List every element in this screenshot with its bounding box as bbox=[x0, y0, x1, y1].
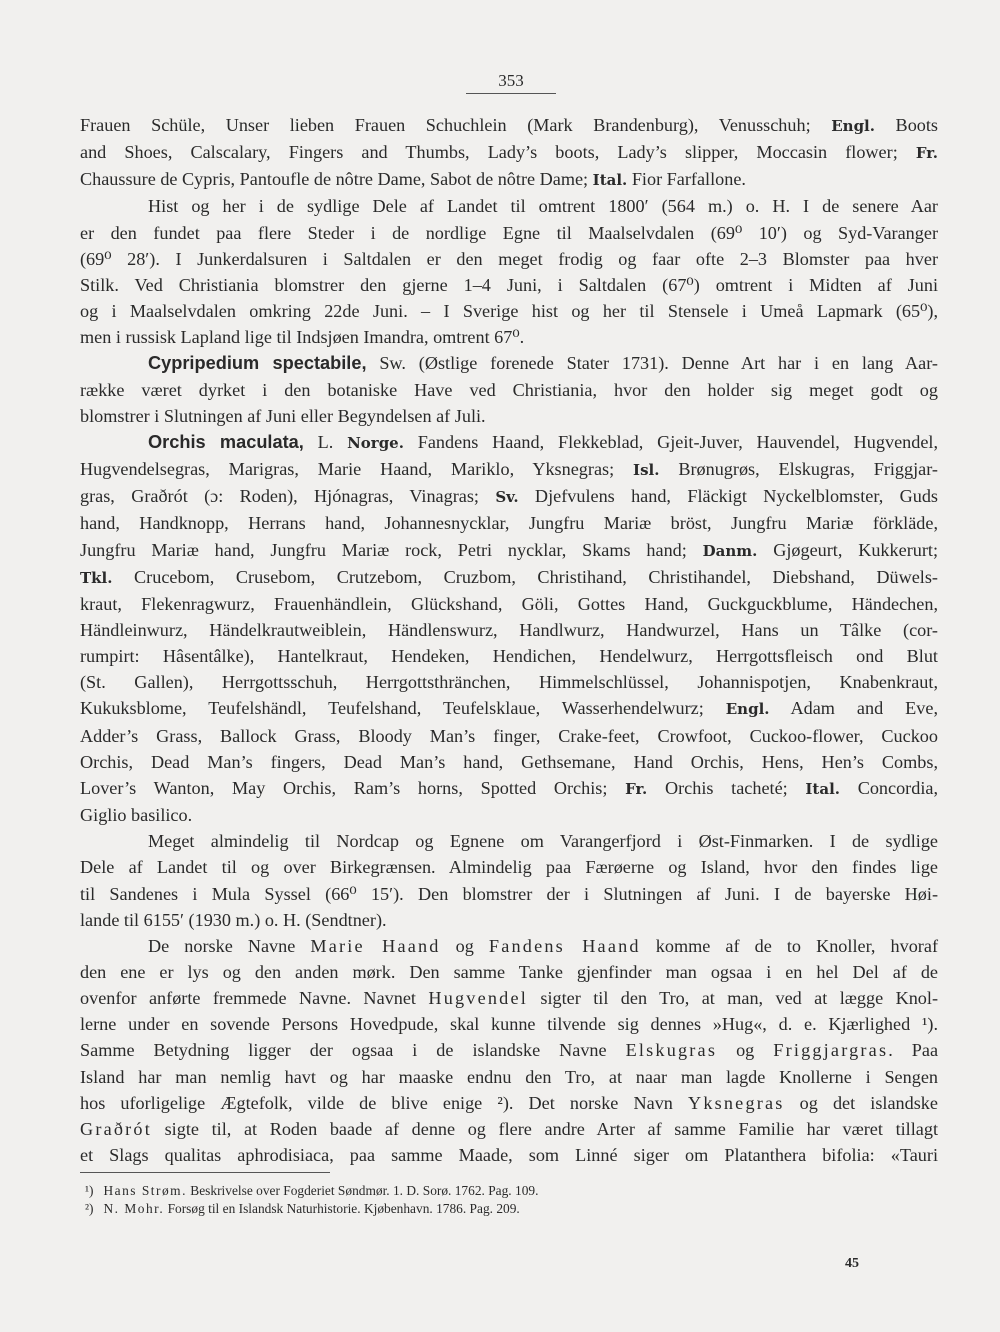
text-run: Adam and Eve, bbox=[769, 698, 938, 719]
text-run: Stilk. Ved Christiania blomstrer den gjerne 1–4 Juni, i Saltdalen (67⁰) omtrent i Midten af Juni bbox=[80, 274, 938, 295]
text-line bbox=[80, 324, 938, 350]
text-line bbox=[80, 246, 938, 272]
text-line bbox=[80, 1011, 938, 1037]
text-run: sigte til, at Roden baade af denne og flere andre Arter af samme Familie har været tillagt bbox=[151, 1118, 938, 1139]
text-line bbox=[80, 802, 938, 828]
text-run: kraut, Flekenragwurz, Frauenhändlein, Glückshand, Göli, Gottes Hand, Guckguckblume, Händechen, bbox=[80, 593, 938, 614]
text-run: Gjøgeurt, Kukkerurt; bbox=[757, 539, 939, 560]
language-label: Engl. bbox=[725, 700, 770, 719]
text-line bbox=[80, 1142, 938, 1168]
text-line bbox=[80, 828, 938, 854]
text-line bbox=[80, 483, 938, 510]
text-run: men i russisk Lapland lige til Indsjøen Imandra, omtrent 67⁰. bbox=[80, 327, 525, 348]
text-run: Meget almindelig til Nordcap og Egnene om Varangerfjord i Øst-Finmarken. I de sydlige bbox=[148, 831, 938, 852]
text-run: (69⁰ 28′). I Junkerdalsuren i Saltdalen er den meget frodig og faar ofte 2–3 Blomster paa hver bbox=[80, 248, 938, 269]
text-line bbox=[80, 775, 938, 802]
text-run: og i Maalselvdalen omkring 22de Juni. – I Sverige hist og her til Stensele i Umeå Lapmark (65⁰), bbox=[80, 301, 938, 322]
spaced-name: Marie Haand bbox=[310, 935, 441, 956]
text-line bbox=[80, 272, 938, 298]
footnote-text: Forsøg til en Islandsk Naturhistorie. Kjøbenhavn. 1786. Pag. 209. bbox=[164, 1201, 520, 1216]
text-run: blomstrer i Slutningen af Juni eller Begyndelsen af Juli. bbox=[80, 405, 486, 426]
footnote bbox=[80, 1182, 930, 1200]
footnote-mark: ²) bbox=[85, 1201, 94, 1216]
language-label: Danm. bbox=[702, 541, 758, 560]
text-line bbox=[80, 985, 938, 1011]
text-run: Samme Betydning ligger der ogsaa i de islandske Navne bbox=[80, 1040, 626, 1061]
text-line bbox=[80, 695, 938, 722]
text-run: (St. Gallen), Herrgottsschuh, Herrgottsthränchen, Himmelschlüssel, Johannispotjen, Knabenkraut, bbox=[80, 672, 938, 693]
text-line bbox=[80, 139, 938, 166]
text-run: komme af de to Knoller, hvoraf bbox=[640, 935, 938, 956]
text-line bbox=[80, 959, 938, 985]
text-run: række været dyrket i den botaniske Have ved Christiania, hvor den holder sig meget godt og bbox=[80, 379, 938, 400]
language-label: Fr. bbox=[625, 779, 648, 798]
text-run: hand, Handknopp, Herrans hand, Johannesnycklar, Jungfru Mariæ bröst, Jungfru Mariæ förkläde, bbox=[80, 513, 938, 534]
text-run: Frauen Schüle, Unser lieben Frauen Schuchlein (Mark Brandenburg), Venusschuh; bbox=[80, 115, 832, 135]
text-run: ovenfor anførte fremmede Navne. Navnet bbox=[80, 988, 429, 1009]
text-line bbox=[80, 350, 938, 376]
text-run: Kukuksblome, Teufelshändl, Teufelshand, Teufelsklaue, Wasserhendelwurz; bbox=[80, 698, 726, 719]
page-number-bottom: 45 bbox=[845, 1256, 859, 1271]
text-line bbox=[80, 643, 938, 669]
spaced-name: Yksnegras bbox=[687, 1092, 785, 1113]
text-line bbox=[80, 881, 938, 907]
text-run: Lover’s Wanton, May Orchis, Ram’s horns, Spotted Orchis; bbox=[80, 777, 626, 798]
text-run: Orchis tacheté; bbox=[647, 777, 806, 798]
text-line bbox=[80, 112, 938, 139]
text-line bbox=[80, 1064, 938, 1090]
footnote-divider bbox=[80, 1172, 330, 1173]
text-line bbox=[80, 193, 938, 219]
text-run: og bbox=[440, 935, 489, 956]
text-line bbox=[80, 377, 938, 403]
text-line bbox=[80, 166, 938, 193]
species-name: Orchis maculata, bbox=[148, 431, 304, 452]
text-line bbox=[80, 298, 938, 324]
body-text bbox=[80, 112, 938, 1168]
text-run: og bbox=[717, 1040, 774, 1061]
text-run: den ene er lys og den anden mørk. Den samme Tanke gjenfinder man ogsaa i en hel Del af de bbox=[80, 962, 938, 982]
language-label: Ital. bbox=[805, 779, 840, 798]
spaced-name: Graðrót bbox=[80, 1118, 152, 1139]
footnote-author: Hans Strøm. bbox=[103, 1183, 187, 1198]
text-line bbox=[80, 1090, 938, 1116]
species-name: Cypripedium spectabile, bbox=[148, 353, 367, 374]
text-run: Concordia, bbox=[840, 777, 939, 798]
text-run: gras, Graðrót (ɔ: Roden), Hjónagras, Vinagras; bbox=[80, 486, 496, 507]
text-run: Hugvendelsegras, Marigras, Marie Haand, Mariklo, Yksnegras; bbox=[80, 459, 634, 480]
text-line bbox=[80, 1037, 938, 1063]
text-line bbox=[80, 429, 938, 456]
text-run: Jungfru Mariæ hand, Jungfru Mariæ rock, Petri nycklar, Skams hand; bbox=[80, 539, 703, 560]
text-line bbox=[80, 1116, 938, 1142]
text-run: og det islandske bbox=[784, 1092, 938, 1113]
text-run: hos uforligelige Ægtefolk, vilde de blive enige ²). Det norske Navn bbox=[80, 1092, 688, 1113]
text-line bbox=[80, 933, 938, 959]
language-label: Ital. bbox=[592, 171, 628, 190]
text-run: lande til 6155′ (1930 m.) o. H. (Sendtner). bbox=[80, 909, 387, 930]
spaced-name: Friggjargras bbox=[773, 1040, 889, 1061]
spaced-name: Fandens Haand bbox=[488, 935, 641, 956]
text-run: er den fundet paa flere Steder i de nordlige Egne til Maalselvdalen (69⁰ 10′) og Syd-Varanger bbox=[80, 222, 938, 243]
text-line bbox=[80, 907, 938, 933]
text-line bbox=[80, 510, 938, 536]
text-run: sigter til den Tro, at man, ved at lægge Knol- bbox=[527, 988, 938, 1009]
text-run: Händleinwurz, Händelkrautweiblein, Händlenswurz, Handlwurz, Handwurzel, Hans un Tâlke (cor- bbox=[80, 619, 938, 640]
text-line bbox=[80, 617, 938, 643]
text-run: Chaussure de Cypris, Pantoufle de nôtre Dame, Sabot de nôtre Dame; bbox=[80, 169, 593, 190]
text-line bbox=[80, 591, 938, 617]
spaced-name: Elskugras bbox=[625, 1040, 718, 1061]
text-run: Adder’s Grass, Ballock Grass, Bloody Man’s finger, Crake-feet, Crowfoot, Cuckoo-flower, Cuckoo bbox=[80, 725, 938, 746]
text-line bbox=[80, 854, 938, 880]
page-number-top: 353 bbox=[466, 71, 556, 94]
text-line bbox=[80, 749, 938, 775]
text-run: and Shoes, Calscalary, Fingers and Thumbs, Lady’s boots, Lady’s slipper, Moccasin flower; bbox=[80, 142, 916, 163]
language-label: Norge. bbox=[347, 433, 404, 452]
text-line bbox=[80, 537, 938, 564]
text-run: Crucebom, Crusebom, Crutzebom, Cruzbom, Christihand, Christihandel, Diebshand, Düwels- bbox=[112, 566, 938, 587]
text-run: Brønugrøs, Elskugras, Friggjar- bbox=[659, 459, 938, 480]
text-line bbox=[80, 220, 938, 246]
footnote bbox=[80, 1200, 930, 1218]
text-run: Djefvulens hand, Fläckigt Nyckelblomster, Guds bbox=[518, 486, 938, 507]
footnote-text: Beskrivelse over Fogderiet Søndmør. 1. D. Sorø. 1762. Pag. 109. bbox=[186, 1183, 539, 1198]
text-line bbox=[80, 564, 938, 591]
text-run: Hist og her i de sydlige Dele af Landet til omtrent 1800′ (564 m.) o. H. I de senere Aar bbox=[148, 196, 938, 217]
text-line bbox=[80, 403, 938, 429]
language-label: Sv. bbox=[495, 488, 519, 507]
text-run: De norske Navne bbox=[148, 935, 311, 956]
text-run: Island har man nemlig havt og har maaske endnu den Tro, at naar man lagde Knollerne i Sengen bbox=[80, 1066, 938, 1087]
text-run: rumpirt: Hâsentâlke), Hantelkraut, Hendeken, Hendichen, Hendelwurz, Herrgottsfleisch ond Blut bbox=[80, 646, 938, 667]
language-label: Tkl. bbox=[80, 568, 113, 587]
text-run: Fandens Haand, Flekkeblad, Gjeit-Juver, Hauvendel, Hugvendel, bbox=[403, 431, 938, 452]
text-run: Sw. (Østlige forenede Stater 1731). Denne Art har i en lang Aar- bbox=[366, 353, 938, 374]
spaced-name: Hugvendel bbox=[428, 988, 528, 1009]
text-line bbox=[80, 456, 938, 483]
footnote-author: N. Mohr. bbox=[103, 1201, 165, 1216]
text-run: et Slags qualitas aphrodisiaca, paa samme Maade, som Linné siger om Platanthera bifolia: «Tauri bbox=[80, 1145, 938, 1166]
text-run: Boots bbox=[874, 115, 939, 135]
footnotes bbox=[80, 1182, 930, 1218]
text-run: lerne under en sovende Persons Hovedpude, skal kunne tilvende sig dennes »Hug«, d. e. Kjærlighed ¹). bbox=[80, 1014, 938, 1035]
text-run: Giglio basilico. bbox=[80, 805, 193, 826]
text-line bbox=[80, 723, 938, 749]
text-run: Dele af Landet til og over Birkegrænsen. Almindelig paa Færøerne og Island, hvor den findes lige bbox=[80, 857, 938, 878]
language-label: Engl. bbox=[831, 117, 875, 135]
footnote-mark: ¹) bbox=[85, 1183, 94, 1198]
text-line bbox=[80, 669, 938, 695]
text-run: L. bbox=[303, 431, 348, 452]
language-label: Fr. bbox=[915, 144, 938, 163]
text-run: til Sandenes i Mula Syssel (66⁰ 15′). Den blomstrer der i Slutningen af Juni. I de bayerske Høi- bbox=[80, 883, 938, 904]
text-run: Fior Farfallone. bbox=[627, 169, 746, 190]
text-run: . Paa bbox=[888, 1040, 939, 1061]
language-label: Isl. bbox=[633, 461, 660, 480]
text-run: Orchis, Dead Man’s fingers, Dead Man’s hand, Gethsemane, Hand Orchis, Hens, Hen’s Combs, bbox=[80, 751, 938, 772]
